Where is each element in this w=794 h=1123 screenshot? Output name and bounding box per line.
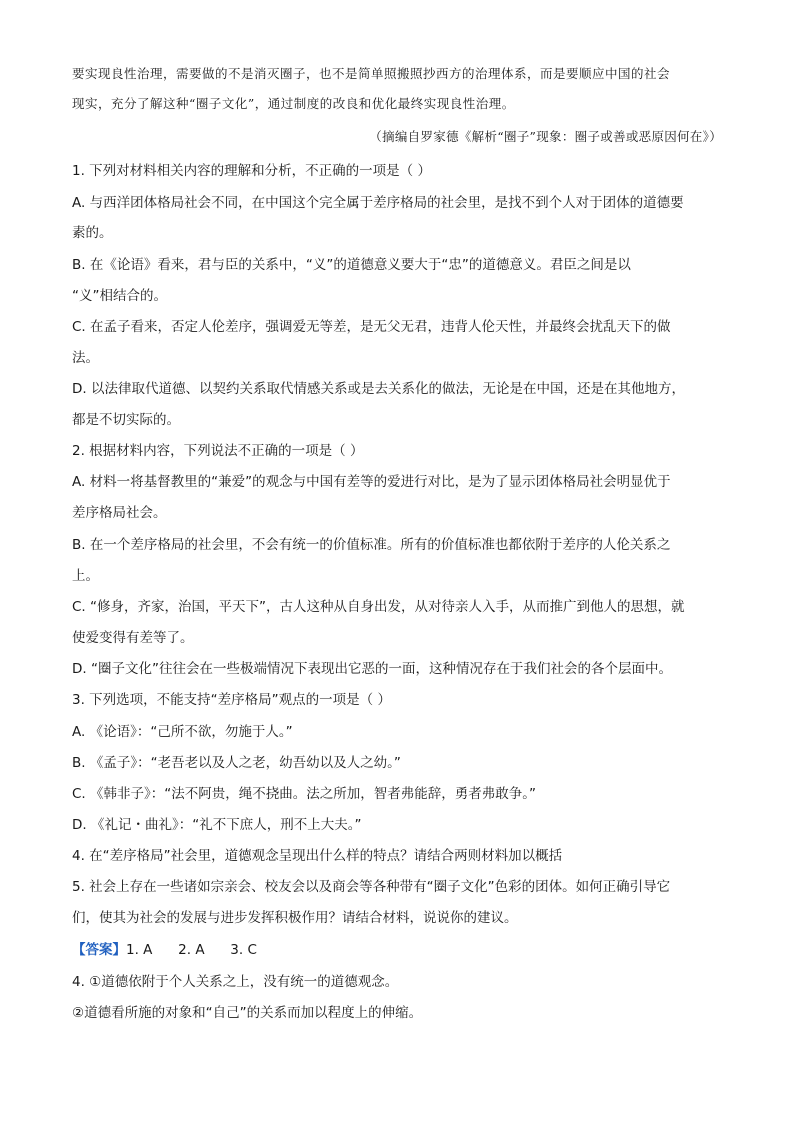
q5-stem: 5. 社会上存在一些诸如宗亲会、校友会以及商会等各种带有“圈子文化”色彩的团体。如何正确引导它	[72, 879, 671, 895]
q1-option-d: D. 以法律取代道德、以契约关系取代情感关系或是去关系化的做法，无论是在中国，还是在其他地方，	[72, 381, 685, 397]
q3-option-d: D. 《礼记・曲礼》：“礼不下庶人，刑不上大夫。”	[72, 817, 362, 833]
q2-option-a-cont: 差序格局社会。	[72, 505, 167, 521]
q2-option-a: A. 材料一将基督教里的“兼爱”的观念与中国有差等的爱进行对比，是为了显示团体格局社会明显优于	[72, 474, 671, 490]
q2-option-d: D. “圈子文化”往往会在一些极端情况下表现出它恶的一面，这种情况存在于我们社会的各个层面中。	[72, 661, 672, 677]
q3-stem: 3. 下列选项，不能支持“差序格局”观点的一项是（ ）	[72, 692, 391, 708]
q1-option-b-cont: “义”相结合的。	[72, 288, 167, 304]
q3-option-a: A. 《论语》：“己所不欲，勿施于人。”	[72, 724, 293, 740]
answer-line	[72, 940, 722, 960]
answer-choices: 1. A 2. A 3. C	[126, 942, 257, 958]
q3-option-c: C. 《韩非子》：“法不阿贵，绳不挠曲。法之所加，智者弗能辞，勇者弗敢争。”	[72, 786, 536, 802]
q2-option-b-cont: 上。	[72, 568, 99, 584]
source-citation: （摘编自罗家德《解析“圈子”现象：圈子或善或恶原因何在》）	[369, 129, 722, 144]
q4-stem: 4. 在“差序格局”社会里，道德观念呈现出什么样的特点？请结合两则材料加以概括	[72, 848, 563, 864]
q1-stem: 1. 下列对材料相关内容的理解和分析，不正确的一项是（ ）	[72, 163, 431, 179]
q1-option-a-cont: 素的。	[72, 225, 113, 241]
q2-stem: 2. 根据材料内容，下列说法不正确的一项是（ ）	[72, 443, 364, 459]
q1-option-a: A. 与西洋团体格局社会不同，在中国这个完全属于差序格局的社会里，是找不到个人对于团体的道德要	[72, 195, 684, 211]
q2-option-c: C. “修身，齐家，治国，平天下”，古人这种从自身出发，从对待亲人入手，从而推广到他人的思想，就	[72, 599, 685, 615]
answer-tag: 【答案】	[72, 942, 126, 958]
answer-4-point-1: 4. ①道德依附于个人关系之上，没有统一的道德观念。	[72, 974, 399, 990]
answer-4-point-2: ②道德看所施的对象和“自己”的关系而加以程度上的伸缩。	[72, 1005, 423, 1021]
q2-option-b: B. 在一个差序格局的社会里，不会有统一的价值标准。所有的价值标准也都依附于差序的人伦关系之	[72, 537, 671, 553]
q5-stem-cont: 们，使其为社会的发展与进步发挥积极作用？请结合材料，说说你的建议。	[72, 910, 518, 926]
intro-line-1: 要实现良性治理，需要做的不是消灭圈子，也不是简单照搬照抄西方的治理体系，而是要顺应中国的社会	[72, 66, 671, 81]
q1-option-c: C. 在孟子看来，否定人伦差序，强调爱无等差，是无父无君，违背人伦天性，并最终会扰乱天下的做	[72, 319, 671, 335]
q3-option-b: B. 《孟子》：“老吾老以及人之老，幼吾幼以及人之幼。”	[72, 755, 401, 771]
q1-option-b: B. 在《论语》看来，君与臣的关系中，“义”的道德意义要大于“忠”的道德意义。君臣之间是以	[72, 257, 631, 273]
q1-option-d-cont: 都是不切实际的。	[72, 412, 180, 428]
q2-option-c-cont: 使爱变得有差等了。	[72, 630, 194, 646]
intro-line-2: 现实，充分了解这种“圈子文化”，通过制度的改良和优化最终实现良性治理。	[72, 96, 515, 111]
q1-option-c-cont: 法。	[72, 350, 99, 366]
